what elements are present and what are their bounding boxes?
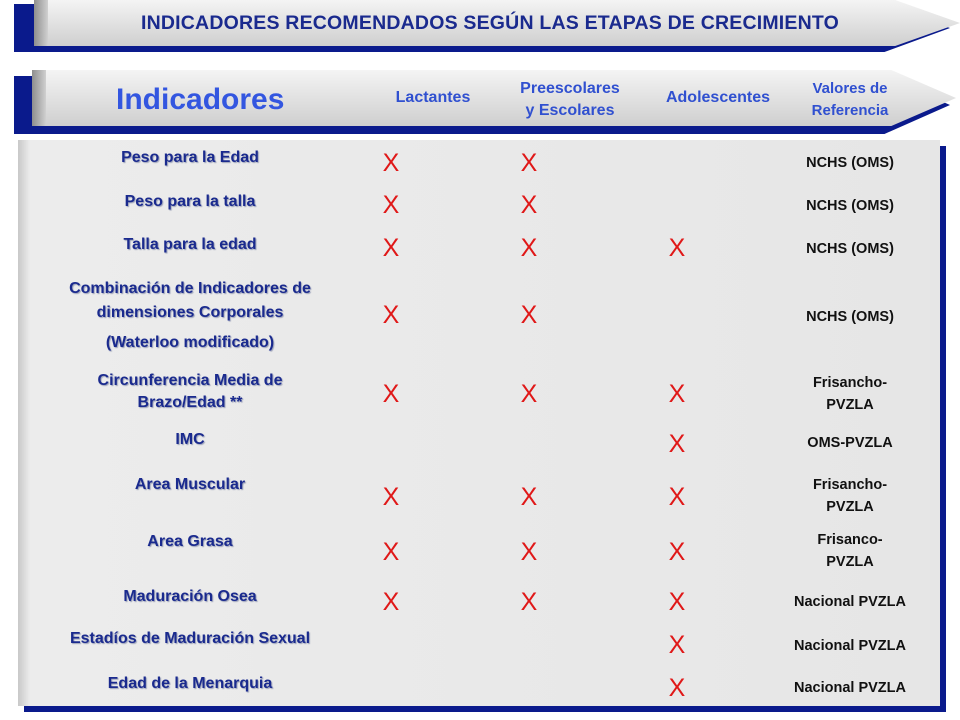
reference-value: PVZLA bbox=[826, 554, 874, 570]
indicator-label: (Waterloo modificado) bbox=[105, 334, 275, 351]
reference-value: NCHS (OMS) bbox=[806, 241, 894, 257]
indicator-label: Brazo/Edad ** bbox=[137, 394, 243, 411]
check-mark-preescolares: X bbox=[520, 538, 538, 566]
indicator-label: IMC bbox=[175, 431, 205, 448]
column-header-referencia-line1: Valores de bbox=[812, 80, 888, 97]
check-mark-preescolares: X bbox=[520, 234, 538, 262]
reference-value: Nacional PVZLA bbox=[794, 594, 906, 610]
reference-value: Nacional PVZLA bbox=[794, 680, 906, 696]
indicator-label: Peso para la talla bbox=[124, 193, 256, 210]
reference-value: PVZLA bbox=[826, 499, 874, 515]
check-mark-lactantes: X bbox=[382, 588, 400, 616]
check-mark-adolescentes: X bbox=[668, 674, 686, 702]
reference-value: PVZLA bbox=[826, 397, 874, 413]
reference-value: Frisancho- bbox=[812, 375, 888, 391]
column-header-indicadores: Indicadores bbox=[116, 83, 285, 116]
indicator-label: Maduración Osea bbox=[123, 588, 257, 605]
check-mark-lactantes: X bbox=[382, 234, 400, 262]
check-mark-preescolares: X bbox=[520, 380, 538, 408]
check-mark-adolescentes: X bbox=[668, 430, 686, 458]
column-header-adolescentes: Adolescentes bbox=[665, 89, 771, 106]
indicator-label: Talla para la edad bbox=[123, 236, 257, 253]
check-mark-preescolares: X bbox=[520, 191, 538, 219]
check-mark-lactantes: X bbox=[382, 191, 400, 219]
check-mark-preescolares: X bbox=[520, 588, 538, 616]
reference-value: NCHS (OMS) bbox=[806, 309, 894, 325]
reference-value: Frisanco- bbox=[817, 532, 883, 548]
indicator-label: Combinación de Indicadores de bbox=[69, 280, 311, 297]
indicator-label: Edad de la Menarquia bbox=[107, 675, 273, 692]
indicator-label: dimensiones Corporales bbox=[96, 304, 284, 321]
reference-value: NCHS (OMS) bbox=[806, 155, 894, 171]
check-mark-lactantes: X bbox=[382, 538, 400, 566]
check-mark-adolescentes: X bbox=[668, 538, 686, 566]
indicator-label: Area Grasa bbox=[147, 533, 233, 550]
indicator-label: Peso para la Edad bbox=[121, 149, 259, 166]
check-mark-adolescentes: X bbox=[668, 588, 686, 616]
check-mark-preescolares: X bbox=[520, 149, 538, 177]
check-mark-lactantes: X bbox=[382, 483, 400, 511]
reference-value: OMS-PVZLA bbox=[807, 435, 893, 451]
column-header-preescolares-line1: Preescolares bbox=[520, 80, 620, 97]
check-mark-preescolares: X bbox=[520, 301, 538, 329]
check-mark-lactantes: X bbox=[382, 149, 400, 177]
check-mark-lactantes: X bbox=[382, 301, 400, 329]
reference-value: NCHS (OMS) bbox=[806, 198, 894, 214]
title-banner-edge bbox=[34, 0, 48, 46]
check-mark-lactantes: X bbox=[382, 380, 400, 408]
title-banner bbox=[14, 0, 960, 54]
indicator-label: Circunferencia Media de bbox=[97, 372, 283, 389]
check-mark-adolescentes: X bbox=[668, 631, 686, 659]
check-mark-adolescentes: X bbox=[668, 380, 686, 408]
reference-value: Nacional PVZLA bbox=[794, 638, 906, 654]
indicator-label: Area Muscular bbox=[134, 476, 246, 493]
header-banner-edge bbox=[32, 70, 46, 126]
column-header-referencia-line2: Referencia bbox=[811, 102, 889, 119]
column-header-preescolares-line2: y Escolares bbox=[525, 102, 615, 119]
page-title: INDICADORES RECOMENDADOS SEGÚN LAS ETAPAS DE CRECIMIENTO bbox=[140, 11, 840, 34]
table-panel bbox=[18, 140, 940, 706]
indicator-label: Estadíos de Maduración Sexual bbox=[69, 630, 311, 647]
check-mark-preescolares: X bbox=[520, 483, 538, 511]
check-mark-adolescentes: X bbox=[668, 234, 686, 262]
check-mark-adolescentes: X bbox=[668, 483, 686, 511]
column-header-lactantes: Lactantes bbox=[395, 89, 471, 106]
reference-value: Frisancho- bbox=[812, 477, 888, 493]
